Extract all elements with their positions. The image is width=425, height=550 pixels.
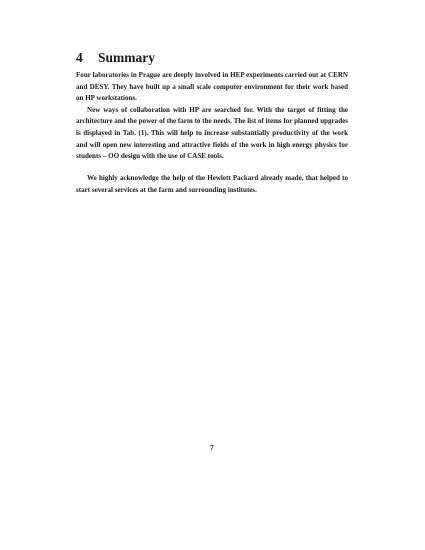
paragraph-intro: Four laboratories in Prague are deeply involved in HEP experiments carried out at CERN and DESY. They have built up a small scale computer environment for their work based on HP workstations. [76, 71, 348, 103]
summary-body [76, 70, 348, 163]
acknowledgement-body [76, 173, 348, 196]
paragraph-collaboration: New ways of collaboration with HP are searched for. With the target of fitting the architecture and the power of the farm to the needs. The list of items for planned upgrades is displayed in Tab. (1). This will help to increase substantially productivity of the work and will open new interesting and attractive fields of the work in high energy physics for students – OO design with the use of CASE tools. [76, 105, 348, 161]
section-heading [76, 50, 356, 66]
paragraph-acknowledgement: We highly acknowledge the help of the Hewlett Packard already made, that helped to start several services at the farm and surrounding institutes. [76, 174, 348, 194]
page-number: 7 [210, 443, 214, 452]
section-number: 4 [76, 50, 83, 65]
section-title: Summary [98, 50, 155, 65]
